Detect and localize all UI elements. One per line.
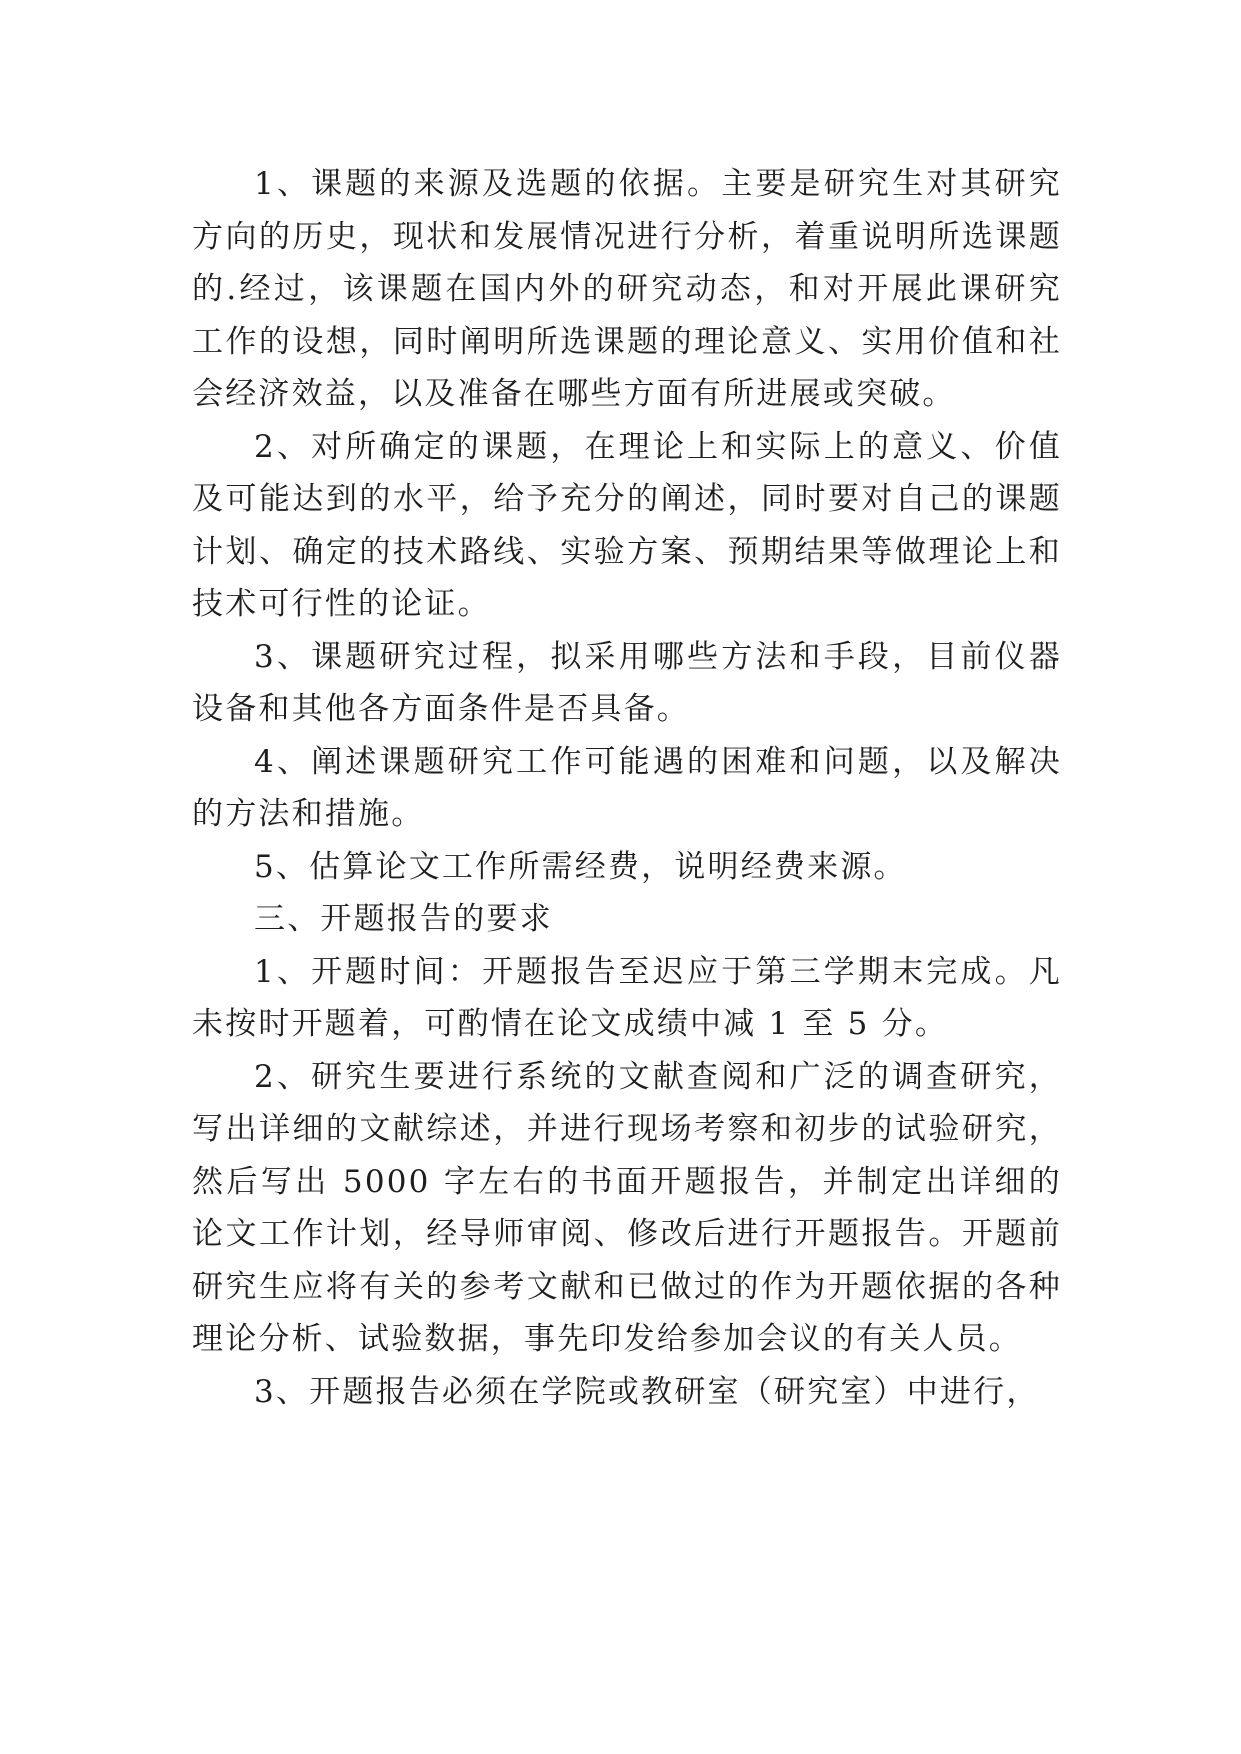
paragraph-opening-time: 1、开题时间：开题报告至迟应于第三学期末完成。凡未按时开题着，可酌情在论文成绩中减 1 至 5 分。	[192, 953, 1062, 1042]
document-body	[192, 158, 1062, 1418]
paragraph-topic-source: 1、课题的来源及选题的依据。主要是研究生对其研究方向的历史，现状和发展情况进行分析，着重说明所选课题的.经过，该课题在国内外的研究动态，和对开展此课研究工作的设想，同时阐明所选课题的理论意义、实用价值和社会经济效益，以及准备在哪些方面有所进展或突破。	[192, 166, 1062, 412]
paragraph-report-venue: 3、开题报告必须在学院或教研室（研究室）中进行，	[254, 1373, 1040, 1410]
paragraph-funding: 5、估算论文工作所需经费，说明经费来源。	[254, 848, 907, 885]
paragraph-topic-significance: 2、对所确定的课题，在理论上和实际上的意义、价值及可能达到的水平，给予充分的阐述，同时要对自己的课题计划、确定的技术路线、实验方案、预期结果等做理论上和技术可行性的论证。	[192, 428, 1062, 622]
paragraph-research-process: 3、课题研究过程，拟采用哪些方法和手段，目前仪器设备和其他各方面条件是否具备。	[192, 638, 1062, 727]
paragraph-difficulties: 4、阐述课题研究工作可能遇的困难和问题，以及解决的方法和措施。	[192, 743, 1062, 832]
paragraph-literature-review: 2、研究生要进行系统的文献查阅和广泛的调查研究，写出详细的文献综述，并进行现场考察和初步的试验研究，然后写出 5000 字左右的书面开题报告，并制定出详细的论文工作计划，经导师审阅、修改后进行开题报告。开题前研究生应将有关的参考文献和已做过的作为开题依据的各种理论分析、试验数据，事先印发给参加会议的有关人员。	[192, 1058, 1062, 1357]
section-heading-requirements: 三、开题报告的要求	[254, 901, 553, 937]
